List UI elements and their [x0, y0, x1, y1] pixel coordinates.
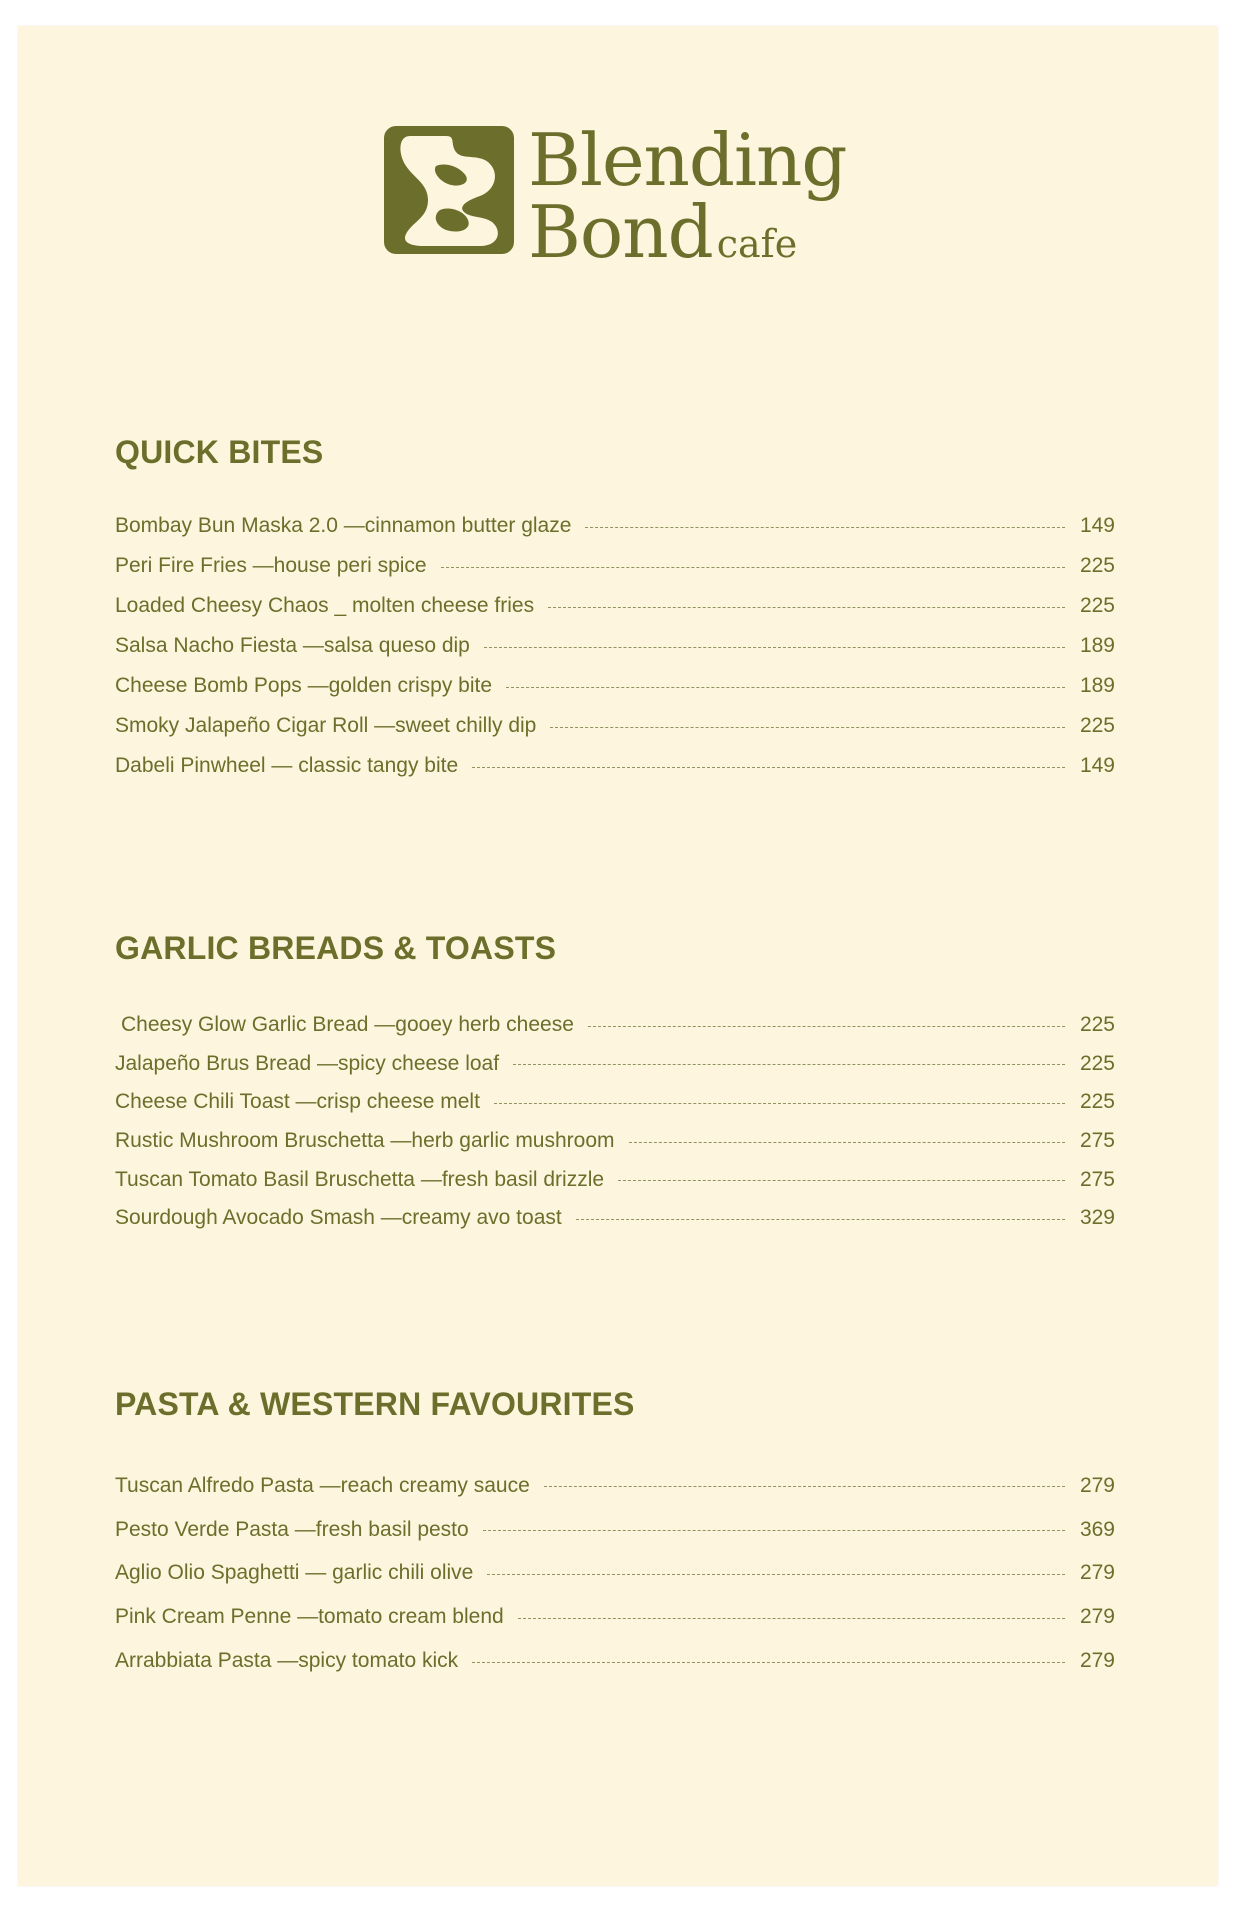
dotted-leader [518, 1618, 1065, 1619]
item-name: Pesto Verde Pasta —fresh basil pesto [115, 1517, 469, 1541]
dotted-leader [441, 567, 1065, 568]
item-name: Tuscan Tomato Basil Bruschetta —fresh basil drizzle [115, 1167, 605, 1191]
menu-item [115, 1160, 1115, 1199]
item-price: 189 [1079, 674, 1115, 697]
section-title: QUICK BITES [115, 434, 324, 470]
stylized-b-emblem-icon [384, 126, 514, 254]
item-name: Peri Fire Fries —house peri spice [115, 554, 427, 577]
item-price: 225 [1079, 714, 1115, 737]
brand-logo [384, 114, 884, 274]
dotted-leader [483, 1530, 1065, 1531]
section-title: PASTA & WESTERN FAVOURITES [115, 1386, 635, 1422]
item-name: Jalapeño Brus Bread —spicy cheese loaf [115, 1051, 500, 1075]
section-title: GARLIC BREADS & TOASTS [115, 930, 557, 966]
dotted-leader [506, 687, 1065, 688]
item-name: Loaded Cheesy Chaos _ molten cheese fries [115, 594, 535, 617]
item-price: 329 [1079, 1206, 1115, 1230]
item-name: Cheesy Glow Garlic Bread —gooey herb cheese [121, 1013, 574, 1037]
item-name: Pink Cream Penne —tomato cream blend [115, 1605, 504, 1629]
item-price: 225 [1079, 554, 1115, 577]
menu-item [115, 1595, 1115, 1639]
menu-item [115, 1508, 1115, 1552]
menu-item-list [115, 1464, 1115, 1683]
item-name: Aglio Olio Spaghetti — garlic chili olive [115, 1561, 474, 1585]
menu-item [115, 706, 1115, 746]
item-price: 275 [1079, 1167, 1115, 1191]
menu-item [115, 1199, 1115, 1238]
dotted-leader [585, 527, 1065, 528]
menu-item [115, 1045, 1115, 1084]
item-name: Rustic Mushroom Bruschetta —herb garlic mushroom [115, 1129, 615, 1153]
dotted-leader [494, 1103, 1065, 1104]
brand-name-cafe: cafe [716, 222, 798, 266]
item-price: 225 [1079, 1051, 1115, 1075]
dotted-leader [550, 727, 1065, 728]
dotted-leader [484, 647, 1065, 648]
brand-name-line2 [528, 190, 798, 274]
item-price: 225 [1079, 1013, 1115, 1037]
item-price: 225 [1079, 594, 1115, 617]
dotted-leader [588, 1026, 1065, 1027]
item-price: 225 [1079, 1090, 1115, 1114]
item-price: 279 [1079, 1605, 1115, 1629]
item-price: 149 [1079, 754, 1115, 777]
item-name: Cheese Chili Toast —crisp cheese melt [115, 1090, 480, 1114]
menu-item [115, 626, 1115, 666]
menu-item-list [115, 506, 1115, 786]
dotted-leader [618, 1180, 1065, 1181]
item-name: Sourdough Avocado Smash —creamy avo toast [115, 1206, 562, 1230]
menu-item [115, 1006, 1115, 1045]
dotted-leader [487, 1574, 1065, 1575]
section-garlic-breads-toasts [115, 930, 1115, 1238]
dotted-leader [548, 607, 1065, 608]
menu-item [115, 1122, 1115, 1161]
dotted-leader [576, 1219, 1065, 1220]
menu-item [115, 1464, 1115, 1508]
menu-page [18, 26, 1218, 1886]
menu-item [115, 546, 1115, 586]
brand-name-bond: Bond [528, 190, 713, 274]
section-pasta-western-favourites [115, 1386, 1115, 1683]
item-price: 189 [1079, 634, 1115, 657]
item-price: 279 [1079, 1561, 1115, 1585]
menu-item-list [115, 1006, 1115, 1238]
item-name: Bombay Bun Maska 2.0 —cinnamon butter glaze [115, 514, 572, 537]
item-name: Cheese Bomb Pops —golden crispy bite [115, 674, 493, 697]
item-price: 275 [1079, 1129, 1115, 1153]
menu-item [115, 1552, 1115, 1596]
item-name: Arrabbiata Pasta —spicy tomato kick [115, 1649, 459, 1673]
brand-name-line1: Blending [528, 118, 847, 202]
item-name: Smoky Jalapeño Cigar Roll —sweet chilly dip [115, 714, 537, 737]
menu-item [115, 506, 1115, 546]
dotted-leader [472, 1662, 1065, 1663]
item-price: 279 [1079, 1473, 1115, 1497]
item-price: 149 [1079, 514, 1115, 537]
menu-item [115, 666, 1115, 706]
dotted-leader [472, 767, 1065, 768]
item-price: 279 [1079, 1649, 1115, 1673]
item-price: 369 [1079, 1517, 1115, 1541]
menu-item [115, 746, 1115, 786]
menu-item [115, 1639, 1115, 1683]
dotted-leader [544, 1486, 1065, 1487]
menu-item [115, 586, 1115, 626]
dotted-leader [513, 1064, 1065, 1065]
item-name: Dabeli Pinwheel — classic tangy bite [115, 754, 459, 777]
item-name: Salsa Nacho Fiesta —salsa queso dip [115, 634, 470, 657]
item-name: Tuscan Alfredo Pasta —reach creamy sauce [115, 1473, 530, 1497]
section-quick-bites [115, 434, 1115, 786]
menu-item [115, 1083, 1115, 1122]
dotted-leader [629, 1142, 1065, 1143]
